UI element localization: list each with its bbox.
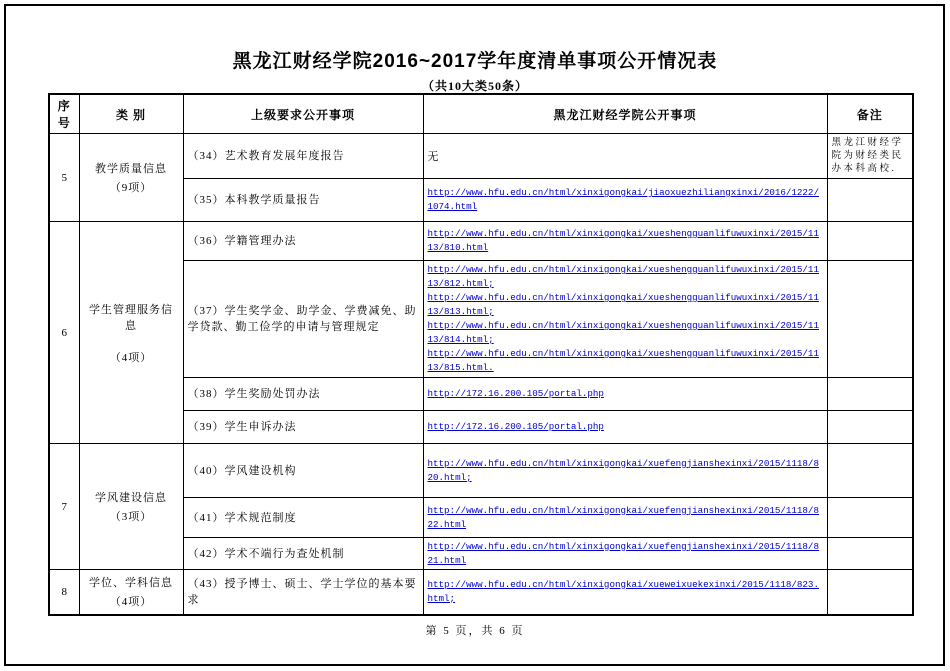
table-row (49, 444, 913, 498)
remark-cell (827, 222, 913, 261)
published-text: 无 (427, 151, 440, 163)
category-name: 教学质量信息 (95, 163, 167, 175)
required-item-cell: （38）学生奖励处罚办法 (183, 378, 423, 411)
table-row (49, 134, 913, 179)
published-item-cell (423, 411, 827, 444)
published-item-cell (423, 134, 827, 179)
required-item-cell: （35）本科教学质量报告 (183, 179, 423, 222)
published-link[interactable]: http://www.hfu.edu.cn/html/xinxigongkai/jiaoxuezhiliangxinxi/2016/1222/1074.html (427, 187, 819, 212)
page-title: 黑龙江财经学院2016~2017学年度清单事项公开情况表 (232, 51, 718, 72)
published-item-cell (423, 538, 827, 570)
required-item-cell: （36）学籍管理办法 (183, 222, 423, 261)
table-header-row (49, 94, 913, 134)
remark-cell (827, 498, 913, 538)
required-item-cell: （42）学术不端行为查处机制 (183, 538, 423, 570)
required-item-cell: （43）授予博士、硕士、学士学位的基本要求 (183, 570, 423, 615)
section-number-cell: 7 (49, 444, 79, 570)
required-item-cell: （40）学风建设机构 (183, 444, 423, 498)
table-row (49, 222, 913, 261)
remark-cell (827, 261, 913, 378)
category-count: （3项） (109, 511, 153, 523)
published-link[interactable]: http://www.hfu.edu.cn/html/xinxigongkai/xuefengjianshexinxi/2015/1118/821.html (427, 540, 819, 566)
remark-cell (827, 444, 913, 498)
published-item-cell (423, 179, 827, 222)
remark-cell (827, 538, 913, 570)
category-name: 学风建设信息 (95, 492, 167, 504)
section-number-cell: 8 (49, 570, 79, 615)
page-footer: 第 5 页，共 6 页 (425, 625, 525, 637)
published-link[interactable]: http://172.16.200.105/portal.php (427, 388, 604, 399)
category-cell (79, 570, 183, 615)
category-name: 学生管理服务信息 (89, 303, 173, 332)
published-item-cell (423, 261, 827, 378)
remark-cell (827, 570, 913, 615)
header-cell-required: 上级要求公开事项 (183, 94, 423, 134)
published-link[interactable]: http://www.hfu.edu.cn/html/xinxigongkai/xueshengguanlifuwuxinxi/2015/1113/812.html; (427, 264, 819, 289)
header-cell-published: 黑龙江财经学院公开事项 (423, 94, 827, 134)
required-item-cell: （41）学术规范制度 (183, 498, 423, 538)
published-link[interactable]: http://www.hfu.edu.cn/html/xinxigongkai/xueshengguanlifuwuxinxi/2015/1113/810.html (427, 228, 819, 253)
published-link[interactable]: http://www.hfu.edu.cn/html/xinxigongkai/xueshengguanlifuwuxinxi/2015/1113/815.html. (427, 348, 819, 373)
published-item-cell (423, 498, 827, 538)
published-link[interactable]: http://www.hfu.edu.cn/html/xinxigongkai/xuefengjianshexinxi/2015/1118/822.html (427, 504, 819, 530)
header-cell-no: 序号 (49, 94, 79, 134)
published-item-cell (423, 570, 827, 615)
disclosure-table (48, 93, 914, 616)
category-cell (79, 444, 183, 570)
required-item-cell: （37）学生奖学金、助学金、学费减免、助学贷款、勤工俭学的申请与管理规定 (183, 261, 423, 378)
table-row (49, 570, 913, 615)
category-cell (79, 222, 183, 444)
published-link[interactable]: http://www.hfu.edu.cn/html/xinxigongkai/xuefengjianshexinxi/2015/1118/820.html; (427, 457, 819, 483)
remark-cell (827, 411, 913, 444)
published-item-cell (423, 378, 827, 411)
published-link[interactable]: http://www.hfu.edu.cn/html/xinxigongkai/xueweixuekexinxi/2015/1118/823.html; (427, 578, 819, 604)
header-cell-category: 类 别 (79, 94, 183, 134)
published-link[interactable]: http://www.hfu.edu.cn/html/xinxigongkai/xueshengguanlifuwuxinxi/2015/1113/813.html; (427, 292, 819, 317)
remark-cell (827, 378, 913, 411)
section-number-cell: 5 (49, 134, 79, 222)
category-count: （9项） (109, 182, 153, 194)
remark-cell: 黑龙江财经学院为财经类民办本科高校. (827, 134, 913, 179)
published-link[interactable]: http://www.hfu.edu.cn/html/xinxigongkai/xueshengguanlifuwuxinxi/2015/1113/814.html; (427, 320, 819, 345)
required-item-cell: （39）学生申诉办法 (183, 411, 423, 444)
category-count: （4项） (109, 351, 153, 364)
page-subtitle: （共10大类50条） (421, 79, 528, 93)
published-link[interactable]: http://172.16.200.105/portal.php (427, 421, 604, 432)
category-cell (79, 134, 183, 222)
category-name: 学位、学科信息 (89, 577, 173, 590)
category-count: （4项） (109, 596, 153, 609)
published-item-cell (423, 222, 827, 261)
section-number-cell: 6 (49, 222, 79, 444)
remark-cell (827, 179, 913, 222)
header-cell-remark: 备注 (827, 94, 913, 134)
published-item-cell (423, 444, 827, 498)
required-item-cell: （34）艺术教育发展年度报告 (183, 134, 423, 179)
